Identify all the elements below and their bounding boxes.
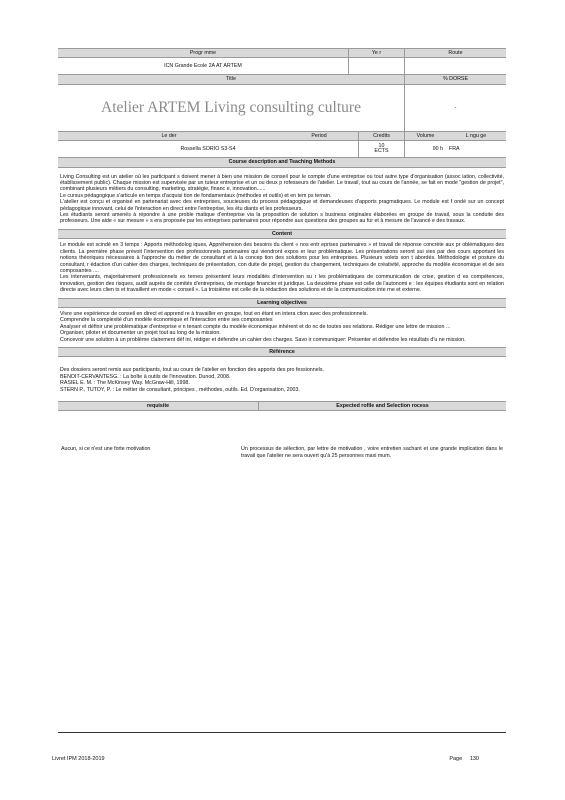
credits-label: Credits — [358, 132, 404, 140]
programme-value: ICN Grande Ecole 2A AT ARTEM — [164, 63, 242, 70]
route-value — [404, 58, 506, 74]
prereq-selection-value-row — [58, 411, 506, 489]
reference-text: Des dossiers seront remis aux participants, tout au cours de l'atelier en fonction des apports des pro fessionnels. BENOIT-CERVANTESG. : La boîte à outils de l'innovation. Dunod, 2008. RASIEL E. M. : The McKinsey Way. McGraw-Hill, 1998. STERN P., TUTOY, P. : Le métier de consultant, principes , méthodes, outils. Ed. D'organisation, 2003. — [58, 357, 506, 402]
language-label: L ngu ge — [465, 132, 487, 139]
volume-value: 90 h — [404, 141, 446, 157]
year-label: Ye r — [348, 49, 404, 57]
volume-label: Volume — [404, 132, 446, 140]
leader-value-row — [58, 141, 506, 158]
leader-value: Rossella SORIO S3-S4 — [180, 146, 236, 153]
selection-heading: Expected rofile and Selection rocess — [258, 402, 506, 410]
selection-text: Un processus de sélection, par lettre de motivation , voire entretien sachant et une grande implication dans le travail que l'atelier ne sera ouvert qu'à 25 personnes maxi mum. — [241, 446, 503, 459]
title-value-row — [58, 85, 506, 132]
course-title-cell — [58, 85, 404, 131]
prerequisite-text: Aucun, si ce n'est une forte motivation — [61, 446, 151, 453]
percent-label: % DORSE — [404, 75, 506, 83]
page-label: Page — [449, 756, 463, 762]
year-value — [348, 58, 404, 74]
programme-value-row — [58, 58, 506, 75]
course-description-text: Living Consulting est un atelier où les participant s doivent mener à bien une mission de conseil pour le compte d'une entreprise ou tout autre type d'organisation (assoc iation, collectivité, établissement public). Chaque mission est supervisée par un tuteur entreprise et un ou deux p rofesseurs de l'atelier. Le travail, tout au cours de l'année, se fait en mode "gestion de projet", combinant plusieurs métiers du consulting, marketing, stratégie, financ e, innovation...... Le cursus pédagogique s'articule en temps d'acquisi tion de fondamentaux (méthodes et outils) et en tem ps terrain. L'atelier est conçu et organisé en partenariat avec des entreprises, soucieuses du process pédagogique et demandeuses d'apports pragmatiques. Le module est f ondé sur un concept pédagogique innovant, celui de l'interaction en direct entre l'entreprise, les étu diants et les professeurs. Les étudiants seront amenés à répondre à une proble matique d'entreprise via la proposition de solution s business originales élaborées en groupe de travail, sous la conduite des professeurs. Une aide « sur mesure » s era proposée par les entreprises partenaires pour répondre aux questions des groupes au fur et à mesure de l'avancé e des travaux. — [58, 168, 506, 230]
content-heading: Content — [58, 230, 506, 239]
credits-value: 10 ECTS — [358, 141, 404, 157]
percent-value: - — [404, 85, 506, 131]
title-label: Title — [226, 76, 236, 83]
course-description-heading: Course description and Teaching Methods — [58, 158, 506, 167]
title-header-row — [58, 75, 506, 84]
period-label: Period — [311, 132, 327, 139]
leader-header-row — [58, 132, 506, 141]
prerequisite-heading: requisite — [146, 403, 170, 409]
programme-header-row — [58, 48, 506, 58]
learning-objectives-text: Vivre une expérience de conseil en direct et apprend re à travailler en groupe, tout en étant en intera ction avec des professionnels. Comprendre la complexité d'un modèle économique et l'interaction entre ses composantes Analyser et définir une problématique d'entreprise e n tenant compte du modèle économique inhérent et do nc de toutes ses relations. Rédiger une lettre de mission ... Organiser, piloter et documenter un projet tout au long de la mission. Concevoir une solution à un problème clairement déf ini, rédiger et défendre un cahier des charges. Savo ir communiquer: Présenter et défendre les résultats d'u ne mission. — [58, 308, 506, 348]
reference-heading: Référence — [58, 348, 506, 357]
language-value: FRA — [449, 146, 460, 153]
prereq-selection-header-row — [58, 402, 506, 411]
content-text: Le module est scindé en 3 temps : Apports méthodolog iques, Appréhension des besoins du client « nos entr eprises partenaires » et travail de réponse concrète aux pr oblématiques des clients. La première phase prévoit l'intervention des professionnels partenaires qui viendront expos er leur problématique. Les présentations seront sui vies par des cours apportant les notions théoriques nécessaires à l'approche du métier de consultant et à la concep tion des solutions pour les entreprises. Plusieurs volets son t abordés. Méthodologie et posture du consultant, r édaction d'un cahier des charges, techniques de présentation, con duite de projet, gestion du changement, techniques de créativité, approche du modèle économique et de ses composantes .... Les intervenants, majoritairement professionnels ex ternes présentent leurs modalités d'intervention su r les problématiques de communication de crise, gestion d es compétences, innovation, gestion des risques, audit auprès de comités d'entreprises, de montage financier et juridique. La deuxième phase est celle de l'autonomi e : les équipes étudiants sont en relation directe avec leurs clien ts et travaillent en mode « conseil ». La troisième est celle de la rédaction des solutions et de la communication inte rne et externe. — [58, 239, 506, 298]
footer-rule — [58, 732, 506, 733]
programme-label: Progr mme — [189, 50, 217, 56]
course-sheet — [58, 48, 506, 489]
footer-left: Livret IPM 2018-2019 — [52, 756, 105, 762]
page-number: 130 — [469, 756, 479, 762]
route-label: Route — [404, 49, 506, 57]
learning-objectives-heading: Learning objectives — [58, 299, 506, 308]
course-title: Atelier ARTEM Living consulting culture — [101, 98, 361, 116]
page-footer — [52, 756, 479, 762]
leader-label: Le der — [161, 132, 177, 139]
footer-page — [449, 756, 479, 762]
